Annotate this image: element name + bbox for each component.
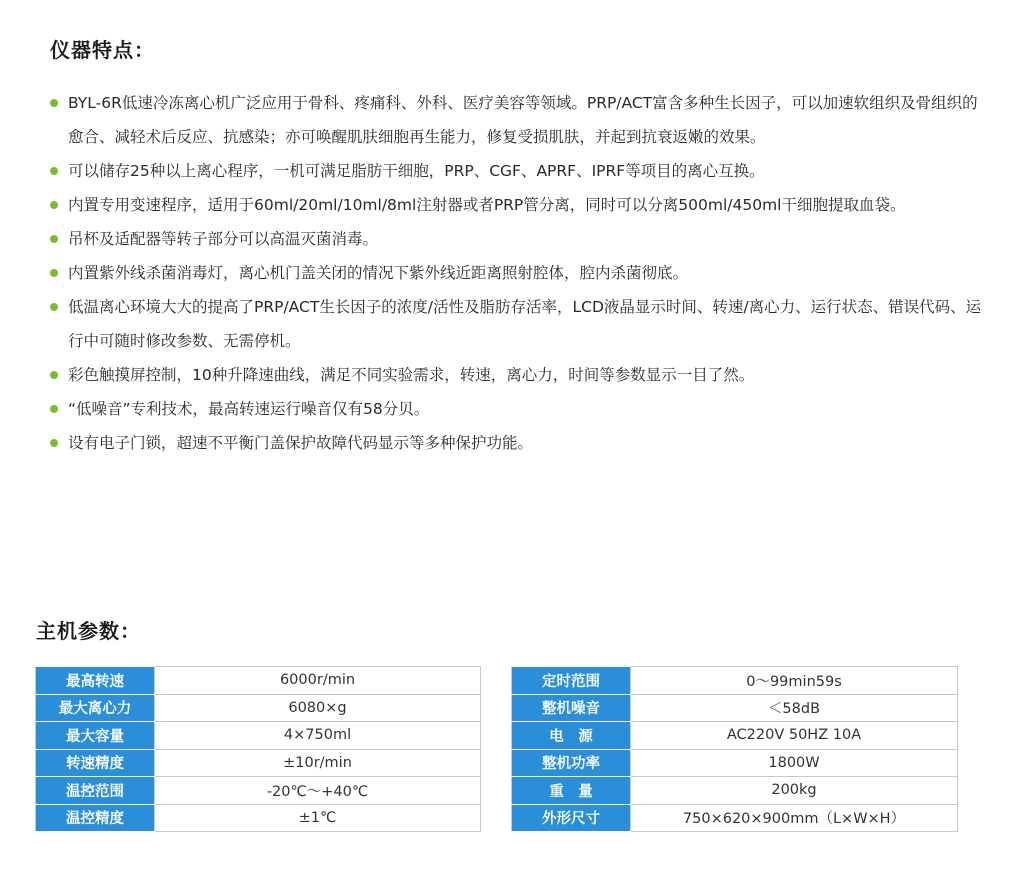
feature-text: 内置紫外线杀菌消毒灯，离心机门盖关闭的情况下紫外线近距离照射腔体，腔内杀菌彻底。	[68, 264, 689, 282]
bullet-icon	[50, 405, 58, 413]
bullet-icon	[50, 167, 58, 175]
table-row	[36, 694, 481, 722]
feature-item	[48, 358, 983, 392]
feature-item	[48, 392, 983, 426]
feature-item	[48, 256, 983, 290]
spec-value: 6080×g	[155, 694, 481, 722]
bullet-icon	[50, 269, 58, 277]
bullet-icon	[50, 201, 58, 209]
feature-item	[48, 290, 983, 358]
spec-label: 温控范围	[36, 777, 155, 805]
specs-title: 主机参数：	[36, 619, 141, 643]
spec-value: 6000r/min	[155, 667, 481, 695]
spec-label: 温控精度	[36, 804, 155, 832]
table-row	[512, 777, 958, 805]
spec-label: 最大容量	[36, 722, 155, 750]
bullet-icon	[50, 371, 58, 379]
feature-text: “低噪音”专利技术，最高转速运行噪音仅有58分贝。	[68, 400, 430, 418]
spec-value: 200kg	[631, 777, 958, 805]
feature-list	[48, 86, 983, 460]
spec-label: 转速精度	[36, 749, 155, 777]
feature-text: 内置专用变速程序，适用于60ml/20ml/10ml/8ml注射器或者PRP管分离，同时可以分离500ml/450ml干细胞提取血袋。	[68, 196, 906, 214]
feature-item	[48, 222, 983, 256]
table-row	[512, 749, 958, 777]
feature-text: 吊杯及适配器等转子部分可以高温灭菌消毒。	[68, 230, 379, 248]
feature-text: 彩色触摸屏控制，10种升降速曲线，满足不同实验需求，转速，离心力，时间等参数显示一目了然。	[68, 366, 755, 384]
spec-label: 整机噪音	[512, 694, 631, 722]
spec-label: 最大离心力	[36, 694, 155, 722]
feature-item	[48, 426, 983, 460]
bullet-icon	[50, 235, 58, 243]
feature-text: 设有电子门锁，超速不平衡门盖保护故障代码显示等多种保护功能。	[68, 434, 534, 452]
spec-label: 电 源	[512, 722, 631, 750]
spec-label: 定时范围	[512, 667, 631, 695]
table-row	[512, 694, 958, 722]
feature-item	[48, 154, 983, 188]
spec-value: 0～99min59s	[631, 667, 958, 695]
table-row	[512, 722, 958, 750]
feature-text: BYL-6R低速冷冻离心机广泛应用于骨科、疼痛科、外科、医疗美容等领域。PRP/ACT富含多种生长因子，可以加速软组织及骨组织的愈合、减轻术后反应、抗感染；亦可唤醒肌肤细胞再生能力，修复受损肌肤，并起到抗衰返嫩的效果。	[68, 94, 978, 146]
feature-text: 可以储存25种以上离心程序，一机可满足脂肪干细胞，PRP、CGF、APRF、IPRF等项目的离心互换。	[68, 162, 765, 180]
spec-value: ＜58dB	[631, 694, 958, 722]
spec-value: AC220V 50HZ 10A	[631, 722, 958, 750]
spec-value: -20℃～+40℃	[155, 777, 481, 805]
spec-label: 最高转速	[36, 667, 155, 695]
spec-label: 整机功率	[512, 749, 631, 777]
spec-value: 750×620×900mm（L×W×H）	[631, 804, 958, 832]
spec-table-left	[35, 666, 481, 832]
features-title: 仪器特点：	[50, 38, 155, 62]
table-row	[36, 777, 481, 805]
spec-value: ±1℃	[155, 804, 481, 832]
bullet-icon	[50, 439, 58, 447]
table-row	[512, 667, 958, 695]
spec-value: ±10r/min	[155, 749, 481, 777]
spec-label: 外形尺寸	[512, 804, 631, 832]
feature-item	[48, 188, 983, 222]
table-row	[36, 722, 481, 750]
spec-value: 1800W	[631, 749, 958, 777]
bullet-icon	[50, 303, 58, 311]
table-row	[36, 749, 481, 777]
feature-item	[48, 86, 983, 154]
spec-label: 重 量	[512, 777, 631, 805]
table-row	[36, 667, 481, 695]
feature-text: 低温离心环境大大的提高了PRP/ACT生长因子的浓度/活性及脂肪存活率，LCD液晶显示时间、转速/离心力、运行状态、错误代码、运行中可随时修改参数、无需停机。	[68, 298, 982, 350]
spec-table-right	[511, 666, 958, 832]
spec-value: 4×750ml	[155, 722, 481, 750]
table-row	[36, 804, 481, 832]
bullet-icon	[50, 99, 58, 107]
table-row	[512, 804, 958, 832]
